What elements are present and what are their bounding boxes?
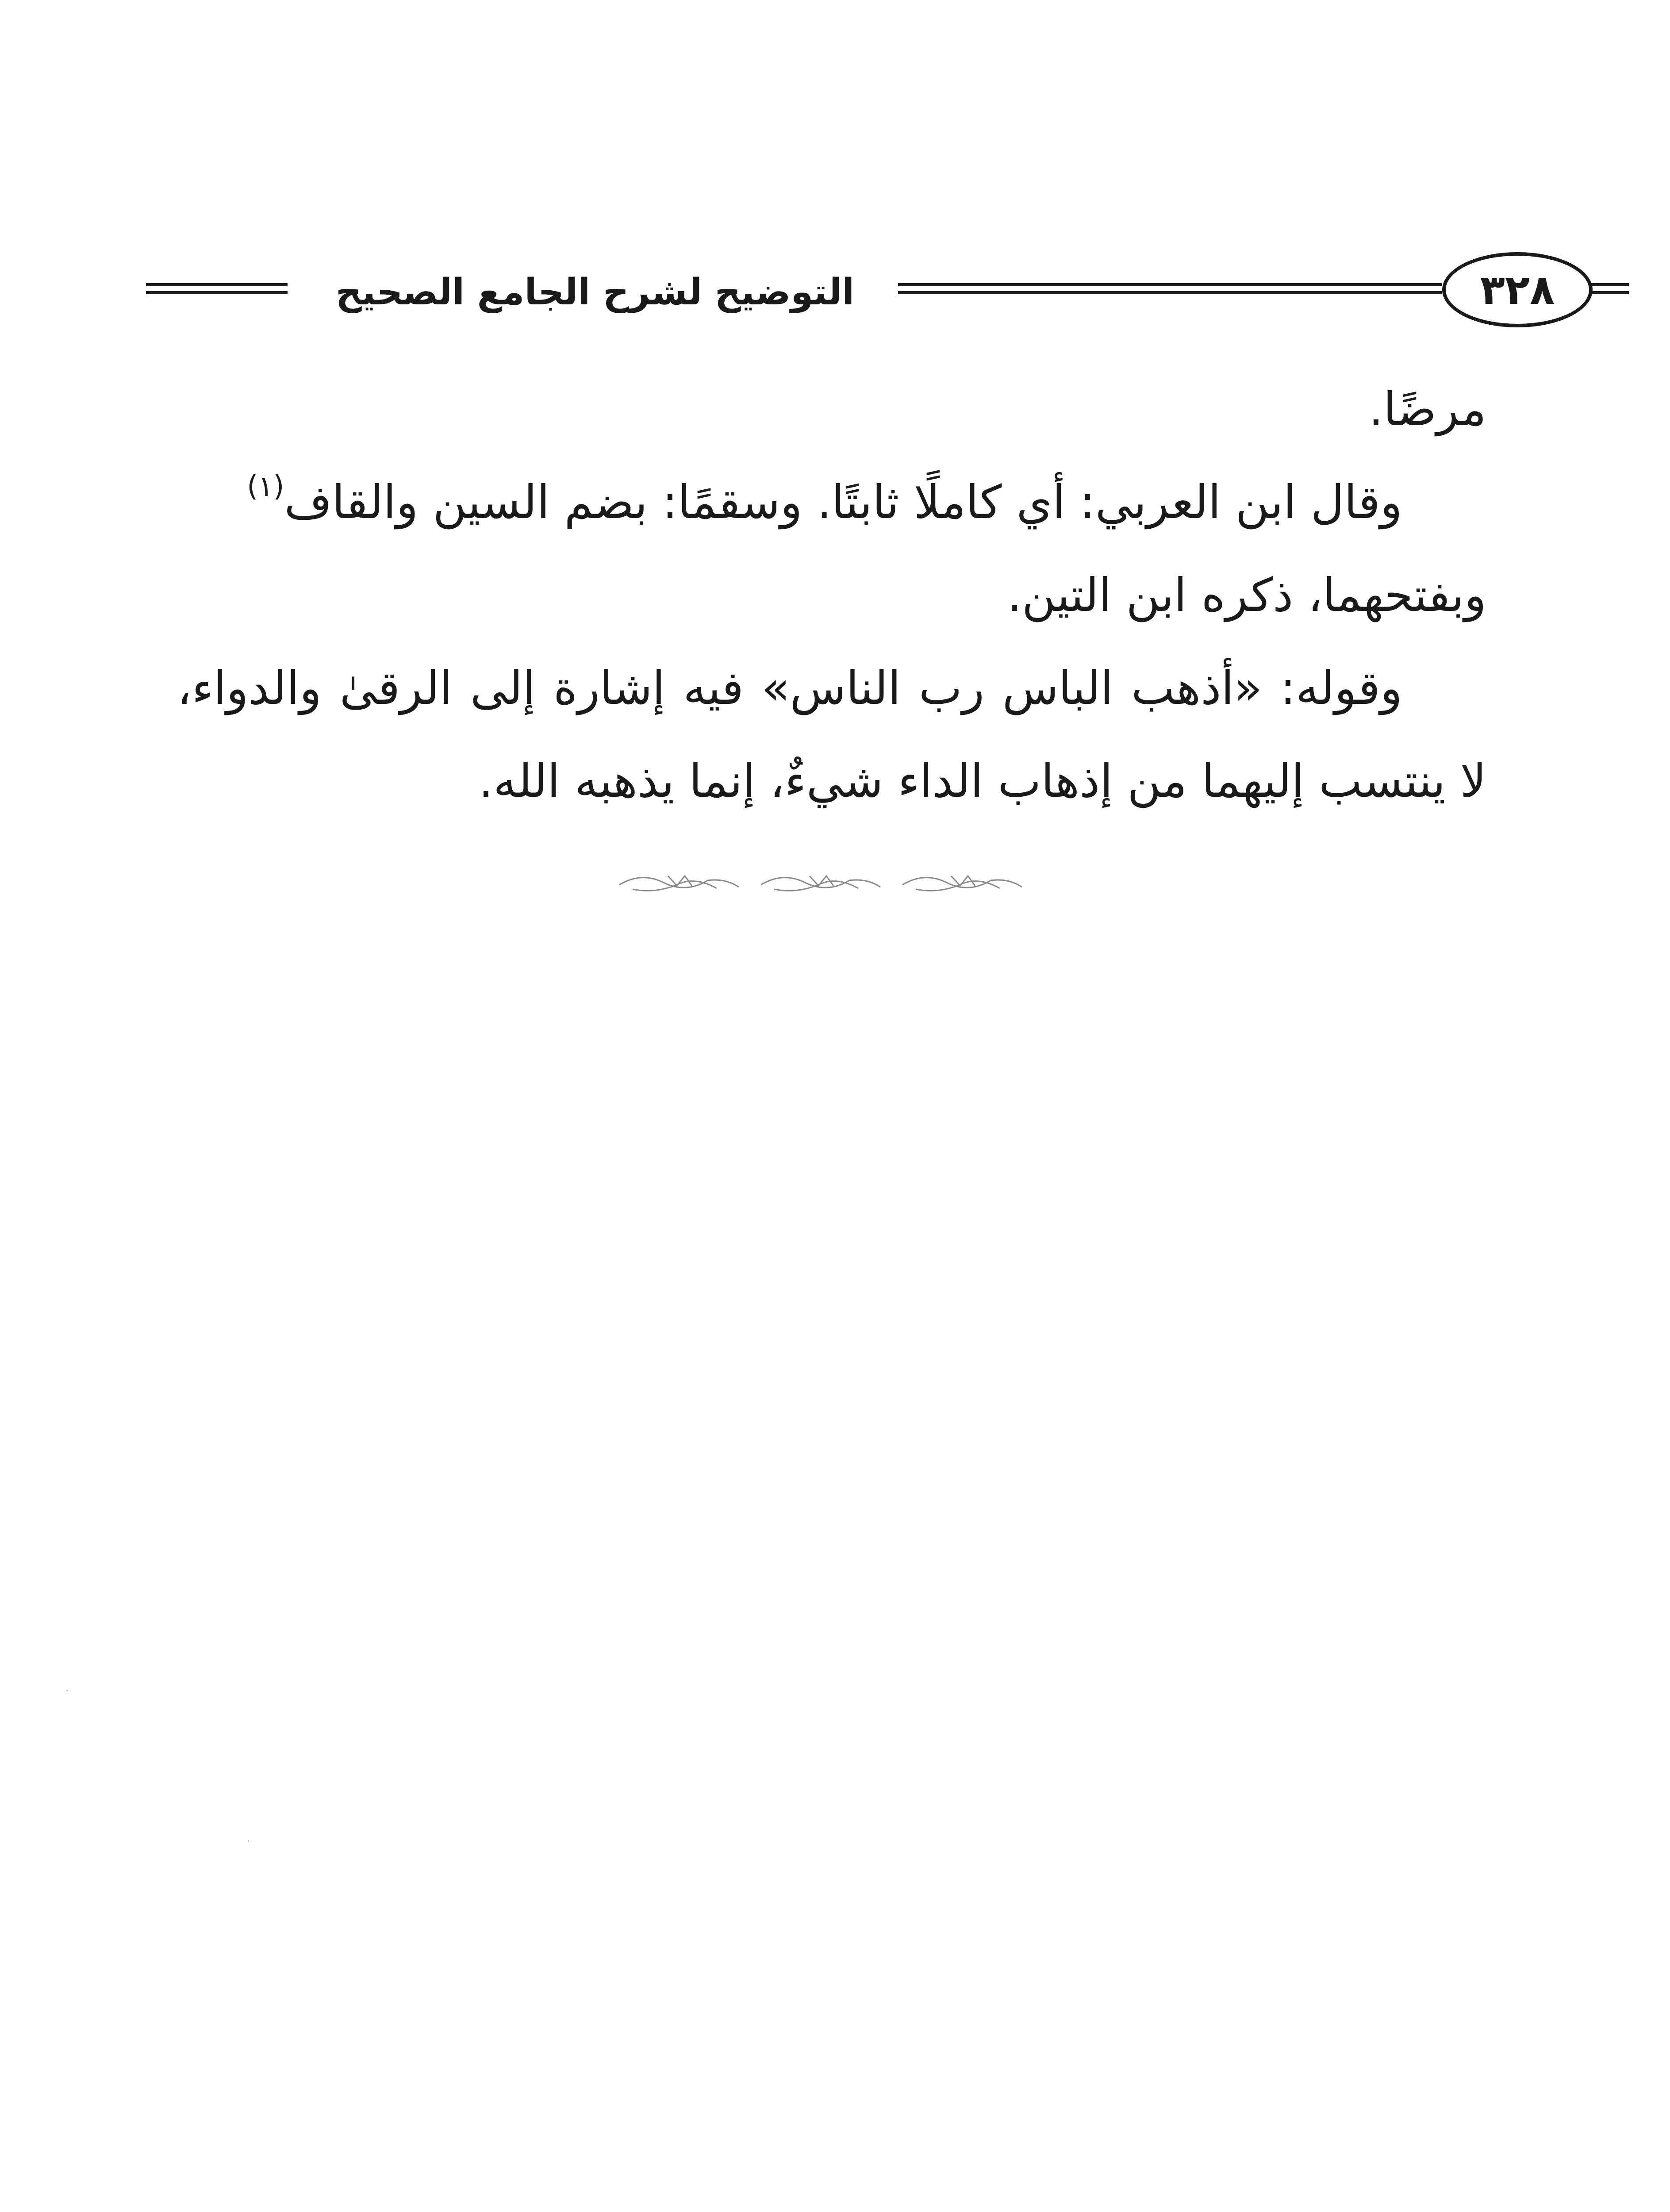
paragraph-1: مرضًا. <box>1368 382 1486 436</box>
ornament-motif-right <box>902 876 1022 891</box>
running-header <box>146 248 1555 363</box>
ornament-motif-left <box>619 876 739 891</box>
footnote-reference[interactable]: (١) <box>247 470 284 503</box>
scan-speck <box>248 1840 249 1842</box>
header-rule-left <box>146 283 288 294</box>
header-rule-tail <box>1589 283 1629 294</box>
paragraph-3: وقوله: «أذهب الباس رب الناس» فيه إشارة إلى الرقىٰ والدواء، لا ينتسب إليهما من إذهاب الداء شيءٌ، إنما يذهبه الله. <box>177 661 1486 808</box>
body-text <box>177 363 1486 827</box>
scan-speck <box>66 1690 68 1691</box>
header-rule-right <box>898 283 1442 294</box>
page-number: ٣٢٨ <box>1480 266 1555 314</box>
book-title: التوضيح لشرح الجامع الصحيح <box>335 271 855 313</box>
ornament-motif-center <box>761 876 880 891</box>
paragraph-2-text: وقال ابن العربي: أي كاملًا ثابتًا. وسقمًا: بضم السين والقاف <box>284 475 1402 529</box>
paragraph-2-continuation: وبفتحهما، ذكره ابن التين. <box>1007 568 1486 622</box>
page-number-cartouche <box>1442 252 1593 327</box>
ornament-divider <box>615 867 1031 898</box>
paragraph-2 <box>177 456 1486 549</box>
